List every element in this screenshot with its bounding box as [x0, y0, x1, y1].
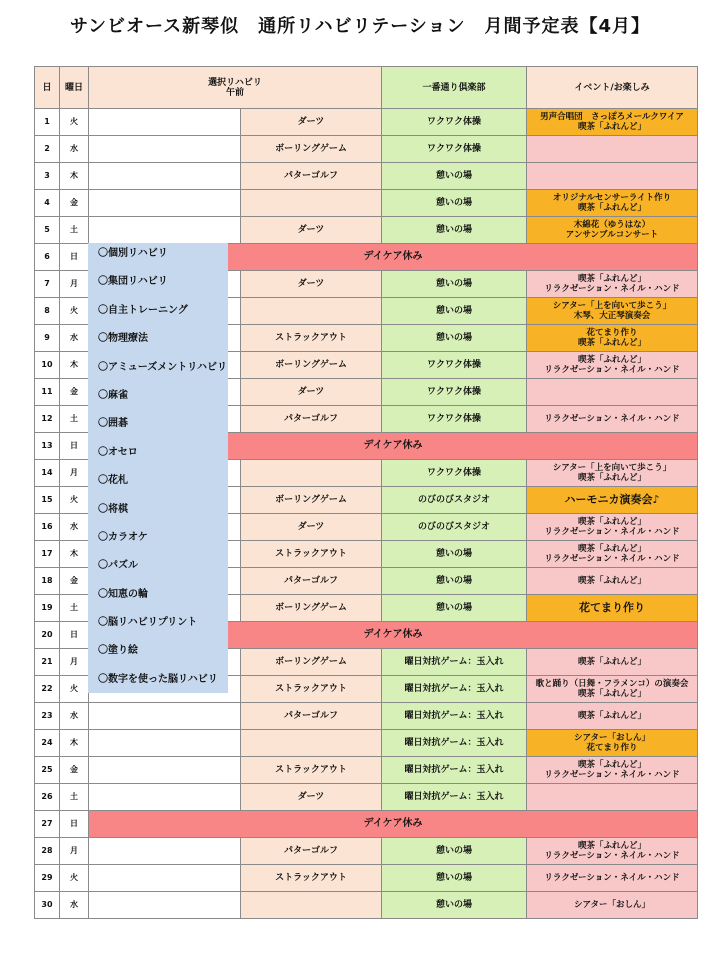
schedule-row: [35, 730, 698, 757]
event-cell: [527, 730, 698, 757]
day-number: 6: [35, 244, 60, 271]
day-number: 11: [35, 379, 60, 406]
event-line: 喫茶「ふれんど」: [577, 473, 646, 483]
schedule-row: [35, 163, 698, 190]
rehab-menu-item: 〇脳リハビリプリント: [98, 617, 198, 629]
event-cell: [527, 784, 698, 811]
header-club: 一番通り倶楽部: [382, 67, 527, 109]
day-number: 2: [35, 136, 60, 163]
event-cell: [527, 865, 698, 892]
day-number: 3: [35, 163, 60, 190]
am-rehab-cell: [89, 865, 241, 892]
activity-cell: ストラックアウト: [241, 325, 382, 352]
event-line: リラクゼーション・ネイル・ハンド: [544, 414, 680, 424]
event-line: 喫茶「ふれんど」: [577, 760, 646, 770]
club-cell: 曜日対抗ゲーム：玉入れ: [382, 784, 527, 811]
day-number: 10: [35, 352, 60, 379]
activity-cell: ボーリングゲーム: [241, 352, 382, 379]
event-line: シアター「おしん」: [574, 733, 650, 743]
rehab-menu-item: 〇麻雀: [98, 389, 128, 401]
event-line: 喫茶「ふれんど」: [577, 274, 646, 284]
club-cell: ワクワク体操: [382, 136, 527, 163]
club-cell: ワクワク体操: [382, 379, 527, 406]
day-of-week: 月: [60, 838, 89, 865]
event-cell: [527, 703, 698, 730]
event-cell: [527, 163, 698, 190]
event-cell: [527, 460, 698, 487]
event-line: シアター「上を向いて歩こう」: [552, 301, 672, 311]
club-cell: 憩いの場: [382, 298, 527, 325]
day-of-week: 水: [60, 892, 89, 919]
activity-cell: ダーツ: [241, 109, 382, 136]
day-of-week: 土: [60, 595, 89, 622]
day-number: 15: [35, 487, 60, 514]
rehab-menu-item: 〇塗り絵: [98, 645, 138, 657]
event-line: アンサンブルコンサート: [565, 230, 659, 240]
day-of-week: 火: [60, 109, 89, 136]
activity-cell: [241, 892, 382, 919]
event-cell: [527, 271, 698, 298]
event-line: 喫茶「ふれんど」: [577, 355, 646, 365]
activity-cell: ボーリングゲーム: [241, 595, 382, 622]
event-cell: [527, 136, 698, 163]
day-of-week: 木: [60, 352, 89, 379]
header-day: 日: [35, 67, 60, 109]
am-rehab-cell: [89, 757, 241, 784]
activity-cell: ダーツ: [241, 379, 382, 406]
event-line: オリジナルセンサーライト作り: [552, 193, 672, 203]
day-of-week: 水: [60, 136, 89, 163]
activity-cell: ボーリングゲーム: [241, 136, 382, 163]
club-cell: 憩いの場: [382, 865, 527, 892]
club-cell: ワクワク体操: [382, 352, 527, 379]
day-of-week: 水: [60, 325, 89, 352]
day-of-week: 木: [60, 163, 89, 190]
event-cell: [527, 352, 698, 379]
day-of-week: 金: [60, 379, 89, 406]
closed-day-cell: デイケア休み: [89, 622, 698, 649]
schedule-row: [35, 811, 698, 838]
day-number: 28: [35, 838, 60, 865]
club-cell: ワクワク体操: [382, 109, 527, 136]
page-title: サンビオース新琴似 通所リハビリテーション 月間予定表【4月】: [69, 16, 651, 37]
rehab-menu-item: 〇アミューズメントリハビリ: [98, 361, 227, 373]
club-cell: 憩いの場: [382, 190, 527, 217]
club-cell: ワクワク体操: [382, 460, 527, 487]
activity-cell: ダーツ: [241, 217, 382, 244]
am-rehab-cell: [89, 784, 241, 811]
am-rehab-cell: [89, 109, 241, 136]
day-of-week: 日: [60, 433, 89, 460]
club-cell: 曜日対抗ゲーム：玉入れ: [382, 676, 527, 703]
event-line: 喫茶「ふれんど」: [577, 517, 646, 527]
rehab-menu-item: 〇自主トレーニング: [98, 304, 188, 316]
event-line: 花てまり作り: [586, 743, 638, 753]
event-line: 木綿花（ゆうはな）: [573, 220, 651, 230]
day-number: 18: [35, 568, 60, 595]
schedule-row: [35, 838, 698, 865]
event-line: 喫茶「ふれんど」: [577, 576, 646, 586]
event-line: 喫茶「ふれんど」: [577, 338, 646, 348]
rehab-menu-item: 〇カラオケ: [98, 531, 148, 543]
day-of-week: 金: [60, 757, 89, 784]
event-cell: [527, 514, 698, 541]
event-line: リラクゼーション・ネイル・ハンド: [544, 770, 680, 780]
event-line: 喫茶「ふれんど」: [577, 841, 646, 851]
schedule-row: [35, 190, 698, 217]
activity-cell: ストラックアウト: [241, 676, 382, 703]
activity-cell: ダーツ: [241, 514, 382, 541]
day-of-week: 水: [60, 514, 89, 541]
day-number: 16: [35, 514, 60, 541]
event-line: 喫茶「ふれんど」: [577, 689, 646, 699]
day-of-week: 日: [60, 244, 89, 271]
closed-day-cell: デイケア休み: [89, 433, 698, 460]
day-of-week: 月: [60, 460, 89, 487]
header-am-line1: 選択リハビリ: [208, 77, 262, 88]
event-cell: [527, 298, 698, 325]
am-rehab-cell: [89, 136, 241, 163]
schedule-row: [35, 757, 698, 784]
event-cell: [527, 649, 698, 676]
day-number: 5: [35, 217, 60, 244]
club-cell: 憩いの場: [382, 271, 527, 298]
activity-cell: パターゴルフ: [241, 568, 382, 595]
activity-cell: [241, 730, 382, 757]
day-number: 14: [35, 460, 60, 487]
activity-cell: ストラックアウト: [241, 541, 382, 568]
event-line: リラクゼーション・ネイル・ハンド: [544, 284, 680, 294]
activity-cell: [241, 190, 382, 217]
day-number: 23: [35, 703, 60, 730]
day-number: 24: [35, 730, 60, 757]
activity-cell: ストラックアウト: [241, 757, 382, 784]
activity-cell: ボーリングゲーム: [241, 487, 382, 514]
club-cell: 憩いの場: [382, 892, 527, 919]
event-cell: [527, 325, 698, 352]
header-row: [35, 67, 698, 109]
club-cell: 曜日対抗ゲーム：玉入れ: [382, 730, 527, 757]
schedule-row: [35, 703, 698, 730]
club-cell: 憩いの場: [382, 838, 527, 865]
activity-cell: パターゴルフ: [241, 163, 382, 190]
club-cell: 曜日対抗ゲーム：玉入れ: [382, 703, 527, 730]
am-rehab-cell: [89, 163, 241, 190]
header-dow: 曜日: [60, 67, 89, 109]
schedule-row: [35, 136, 698, 163]
event-line: シアター「上を向いて歩こう」: [552, 463, 672, 473]
rehab-menu-item: 〇個別リハビリ: [98, 248, 168, 259]
event-cell: [527, 568, 698, 595]
event-cell: [527, 838, 698, 865]
activity-cell: パターゴルフ: [241, 838, 382, 865]
day-number: 30: [35, 892, 60, 919]
club-cell: 憩いの場: [382, 217, 527, 244]
event-cell: [527, 190, 698, 217]
event-line: リラクゼーション・ネイル・ハンド: [544, 365, 680, 375]
rehab-menu-list: [88, 243, 228, 693]
club-cell: 曜日対抗ゲーム：玉入れ: [382, 757, 527, 784]
rehab-menu-item: 〇将棋: [98, 503, 128, 515]
activity-cell: ダーツ: [241, 271, 382, 298]
day-of-week: 木: [60, 730, 89, 757]
rehab-menu-item: 〇集団リハビリ: [98, 276, 168, 288]
day-number: 22: [35, 676, 60, 703]
day-number: 7: [35, 271, 60, 298]
event-cell: [527, 487, 698, 514]
activity-cell: パターゴルフ: [241, 703, 382, 730]
event-line: 男声合唱団 さっぽろメールクワイア: [540, 112, 684, 122]
day-of-week: 土: [60, 784, 89, 811]
day-number: 12: [35, 406, 60, 433]
event-line: リラクゼーション・ネイル・ハンド: [544, 554, 680, 564]
club-cell: ワクワク体操: [382, 406, 527, 433]
day-number: 1: [35, 109, 60, 136]
event-cell: [527, 406, 698, 433]
event-line: 喫茶「ふれんど」: [577, 544, 646, 554]
header-event: イベント/お楽しみ: [527, 67, 698, 109]
day-of-week: 金: [60, 190, 89, 217]
day-of-week: 土: [60, 217, 89, 244]
day-of-week: 水: [60, 703, 89, 730]
day-number: 4: [35, 190, 60, 217]
activity-cell: [241, 460, 382, 487]
day-of-week: 日: [60, 811, 89, 838]
event-cell: [527, 379, 698, 406]
day-of-week: 火: [60, 487, 89, 514]
day-of-week: 火: [60, 676, 89, 703]
am-rehab-cell: [89, 217, 241, 244]
event-cell: [527, 892, 698, 919]
schedule-row: [35, 109, 698, 136]
day-number: 20: [35, 622, 60, 649]
event-line: リラクゼーション・ネイル・ハンド: [544, 873, 680, 883]
day-number: 25: [35, 757, 60, 784]
club-cell: 憩いの場: [382, 325, 527, 352]
event-line: 花てまり作り: [579, 601, 645, 614]
activity-cell: ダーツ: [241, 784, 382, 811]
schedule-row: [35, 865, 698, 892]
club-cell: のびのびスタジオ: [382, 487, 527, 514]
event-line: 歌と踊り（日舞・フラメンコ）の演奏会: [535, 679, 689, 689]
header-am-line2: 午前: [225, 87, 244, 98]
schedule-row: [35, 892, 698, 919]
day-number: 19: [35, 595, 60, 622]
event-cell: [527, 541, 698, 568]
day-number: 13: [35, 433, 60, 460]
activity-cell: パターゴルフ: [241, 406, 382, 433]
activity-cell: [241, 298, 382, 325]
day-number: 26: [35, 784, 60, 811]
event-line: 喫茶「ふれんど」: [577, 122, 646, 132]
day-of-week: 火: [60, 865, 89, 892]
am-rehab-cell: [89, 838, 241, 865]
schedule-row: [35, 217, 698, 244]
activity-cell: ストラックアウト: [241, 865, 382, 892]
day-number: 21: [35, 649, 60, 676]
header-am-rehab: [89, 67, 382, 109]
rehab-menu-item: 〇花札: [98, 475, 128, 487]
day-of-week: 土: [60, 406, 89, 433]
event-line: 花てまり作り: [586, 328, 638, 338]
day-of-week: 火: [60, 298, 89, 325]
club-cell: 曜日対抗ゲーム：玉入れ: [382, 649, 527, 676]
rehab-menu-item: 〇囲碁: [98, 418, 128, 430]
day-of-week: 月: [60, 271, 89, 298]
event-cell: [527, 217, 698, 244]
event-line: 喫茶「ふれんど」: [577, 711, 646, 721]
club-cell: 憩いの場: [382, 541, 527, 568]
day-number: 9: [35, 325, 60, 352]
day-number: 17: [35, 541, 60, 568]
club-cell: のびのびスタジオ: [382, 514, 527, 541]
day-number: 27: [35, 811, 60, 838]
event-line: リラクゼーション・ネイル・ハンド: [544, 851, 680, 861]
closed-day-cell: デイケア休み: [89, 244, 698, 271]
rehab-menu-item: 〇数字を使った脳リハビリ: [98, 673, 218, 685]
event-line: シアター「おしん」: [574, 900, 650, 910]
event-cell: [527, 757, 698, 784]
event-line: 木琴、大正琴演奏会: [573, 311, 651, 321]
day-of-week: 月: [60, 649, 89, 676]
schedule-row: [35, 784, 698, 811]
rehab-menu-item: 〇物理療法: [98, 333, 148, 345]
club-cell: 憩いの場: [382, 163, 527, 190]
event-line: ハーモニカ演奏会♪: [564, 493, 660, 506]
event-cell: [527, 595, 698, 622]
am-rehab-cell: [89, 892, 241, 919]
rehab-menu-item: 〇オセロ: [98, 446, 138, 458]
am-rehab-cell: [89, 703, 241, 730]
club-cell: 憩いの場: [382, 568, 527, 595]
club-cell: 憩いの場: [382, 595, 527, 622]
closed-day-cell: デイケア休み: [89, 811, 698, 838]
day-of-week: 木: [60, 541, 89, 568]
day-number: 29: [35, 865, 60, 892]
day-of-week: 金: [60, 568, 89, 595]
rehab-menu-item: 〇知恵の輪: [98, 588, 148, 600]
event-line: リラクゼーション・ネイル・ハンド: [544, 527, 680, 537]
rehab-menu-item: 〇パズル: [98, 560, 138, 572]
am-rehab-cell: [89, 190, 241, 217]
activity-cell: ボーリングゲーム: [241, 649, 382, 676]
day-of-week: 日: [60, 622, 89, 649]
day-number: 8: [35, 298, 60, 325]
event-line: 喫茶「ふれんど」: [577, 657, 646, 667]
am-rehab-cell: [89, 730, 241, 757]
event-line: 喫茶「ふれんど」: [577, 203, 646, 213]
event-cell: [527, 676, 698, 703]
event-cell: [527, 109, 698, 136]
